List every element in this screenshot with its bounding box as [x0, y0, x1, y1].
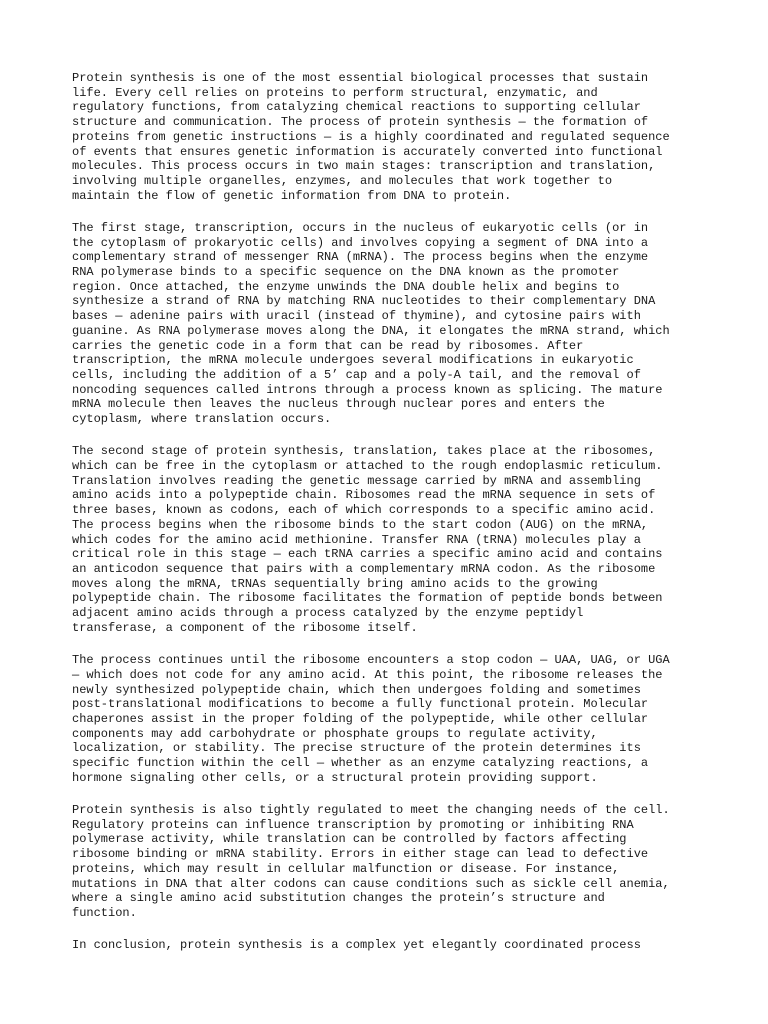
text-line: function.	[72, 905, 137, 920]
text-line: cells, including the addition of a 5’ cap and a poly-A tail, and the removal of	[72, 367, 641, 382]
paragraph	[72, 221, 712, 427]
text-line: region. Once attached, the enzyme unwinds the DNA double helix and begins to	[72, 279, 620, 294]
text-line: hormone signaling other cells, or a structural protein providing support.	[72, 770, 598, 785]
text-line: The first stage, transcription, occurs in the nucleus of eukaryotic cells (or in	[72, 220, 649, 235]
text-line: an anticodon sequence that pairs with a complementary mRNA codon. As the ribosome	[72, 561, 656, 576]
text-line: The second stage of protein synthesis, translation, takes place at the ribosomes,	[72, 444, 656, 459]
text-line: bases — adenine pairs with uracil (instead of thymine), and cytosine pairs with	[72, 309, 641, 324]
text-line: moves along the mRNA, tRNAs sequentially bring amino acids to the growing	[72, 576, 598, 591]
text-line: localization, or stability. The precise structure of the protein determines its	[72, 741, 641, 756]
text-line: polymerase activity, while translation can be controlled by factors affecting	[72, 832, 627, 847]
text-line: polypeptide chain. The ribosome facilitates the formation of peptide bonds between	[72, 591, 663, 606]
text-line: transferase, a component of the ribosome itself.	[72, 620, 418, 635]
paragraph	[72, 803, 712, 921]
text-line: proteins, which may result in cellular malfunction or disease. For instance,	[72, 861, 620, 876]
text-line: complementary strand of messenger RNA (mRNA). The process begins when the enzyme	[72, 250, 649, 265]
text-line: regulatory functions, from catalyzing chemical reactions to supporting cellular	[72, 100, 641, 115]
paragraph	[72, 71, 712, 203]
text-line: post-translational modifications to become a fully functional protein. Molecular	[72, 697, 649, 712]
document-body	[72, 71, 712, 971]
text-line: carries the genetic code in a form that can be read by ribosomes. After	[72, 338, 584, 353]
text-line: newly synthesized polypeptide chain, which then undergoes folding and sometimes	[72, 682, 641, 697]
text-line: the cytoplasm of prokaryotic cells) and involves copying a segment of DNA into a	[72, 235, 649, 250]
text-line: transcription, the mRNA molecule undergoes several modifications in eukaryotic	[72, 353, 634, 368]
text-line: where a single amino acid substitution changes the protein’s structure and	[72, 891, 605, 906]
text-line: of events that ensures genetic information is accurately converted into functional	[72, 144, 663, 159]
text-line: The process continues until the ribosome encounters a stop codon — UAA, UAG, or UGA	[72, 653, 670, 668]
text-line: mRNA molecule then leaves the nucleus through nuclear pores and enters the	[72, 397, 605, 412]
text-line: chaperones assist in the proper folding of the polypeptide, while other cellular	[72, 711, 649, 726]
text-line: amino acids into a polypeptide chain. Ribosomes read the mRNA sequence in sets of	[72, 488, 656, 503]
text-line: ribosome binding or mRNA stability. Errors in either stage can lead to defective	[72, 847, 649, 862]
text-line: — which does not code for any amino acid. At this point, the ribosome releases the	[72, 667, 663, 682]
text-line: Protein synthesis is also tightly regulated to meet the changing needs of the cell.	[72, 803, 670, 818]
text-line: which can be free in the cytoplasm or attached to the rough endoplasmic reticulum.	[72, 459, 663, 474]
text-line: mutations in DNA that alter codons can cause conditions such as sickle cell anemia,	[72, 876, 670, 891]
paragraph	[72, 444, 712, 635]
text-line: involving multiple organelles, enzymes, and molecules that work together to	[72, 173, 613, 188]
text-line: molecules. This process occurs in two main stages: transcription and translation,	[72, 159, 656, 174]
text-line: In conclusion, protein synthesis is a complex yet elegantly coordinated process	[72, 938, 641, 953]
text-line: which codes for the amino acid methionine. Transfer RNA (tRNA) molecules play a	[72, 532, 641, 547]
text-line: The process begins when the ribosome binds to the start codon (AUG) on the mRNA,	[72, 517, 649, 532]
text-line: components may add carbohydrate or phosphate groups to regulate activity,	[72, 726, 598, 741]
text-line: guanine. As RNA polymerase moves along the DNA, it elongates the mRNA strand, which	[72, 323, 670, 338]
text-line: maintain the flow of genetic information from DNA to protein.	[72, 188, 512, 203]
text-line: specific function within the cell — whether as an enzyme catalyzing reactions, a	[72, 756, 649, 771]
text-line: noncoding sequences called introns through a process known as splicing. The mature	[72, 382, 663, 397]
text-line: proteins from genetic instructions — is a highly coordinated and regulated sequence	[72, 129, 670, 144]
text-line: synthesize a strand of RNA by matching RNA nucleotides to their complementary DNA	[72, 294, 656, 309]
text-line: Protein synthesis is one of the most essential biological processes that sustain	[72, 71, 649, 85]
paragraph	[72, 938, 712, 953]
text-line: adjacent amino acids through a process catalyzed by the enzyme peptidyl	[72, 606, 584, 621]
paragraph	[72, 653, 712, 785]
text-line: life. Every cell relies on proteins to perform structural, enzymatic, and	[72, 85, 598, 100]
text-line: structure and communication. The process of protein synthesis — the formation of	[72, 115, 649, 130]
text-line: Regulatory proteins can influence transcription by promoting or inhibiting RNA	[72, 817, 634, 832]
text-line: cytoplasm, where translation occurs.	[72, 412, 332, 427]
text-line: three bases, known as codons, each of which corresponds to a specific amino acid.	[72, 503, 656, 518]
text-line: RNA polymerase binds to a specific sequence on the DNA known as the promoter	[72, 265, 620, 280]
text-line: critical role in this stage — each tRNA carries a specific amino acid and contains	[72, 547, 663, 562]
text-line: Translation involves reading the genetic message carried by mRNA and assembling	[72, 473, 641, 488]
